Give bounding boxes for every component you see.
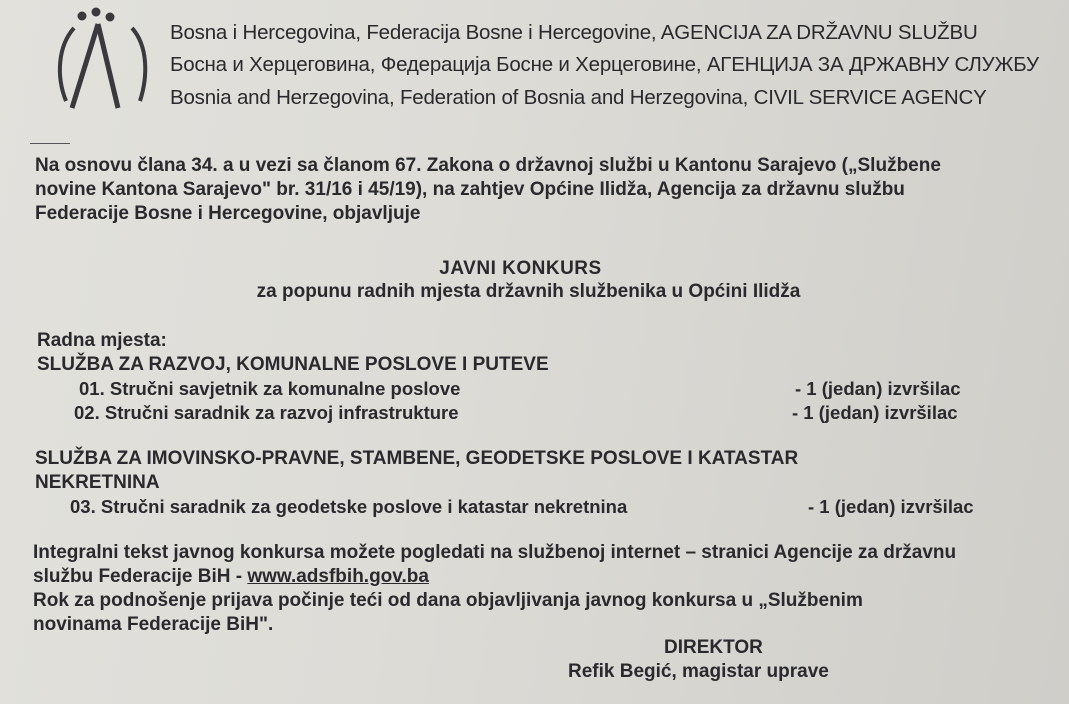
position-name: 02. Stručni saradnik za razvoj infrastrukture: [74, 402, 459, 423]
section-heading: SLUŽBA ZA IMOVINSKO-PRAVNE, STAMBENE, GEODETSKE POSLOVE I KATASTAR: [35, 448, 799, 469]
intro-line: novine Kantona Sarajevo" br. 31/16 i 45/19), na zahtjev Općine Ilidža, Agencija za državnu službu: [35, 179, 905, 200]
notice-title: JAVNI KONKURS: [439, 258, 602, 279]
footer-line: Integralni tekst javnog konkursa možete pogledati na službenoj internet – stranici Agencije za državnu: [33, 542, 957, 563]
intro-paragraph: [35, 154, 1025, 226]
footer-text: službu Federacije BiH -: [33, 566, 248, 587]
position-count: - 1 (jedan) izvršilac: [808, 496, 974, 517]
agency-name-latin: Bosna i Hercegovina, Federacija Bosne i Hercegovine, AGENCIJA ZA DRŽAVNU SLUŽBU: [170, 21, 978, 44]
footer-line: [33, 566, 429, 588]
notice-subtitle: za popunu radnih mjesta državnih službenika u Općini Ilidža: [256, 281, 801, 302]
divider: [30, 143, 70, 144]
signature-name: Refik Begić, magistar uprave: [568, 661, 829, 682]
intro-line: Na osnovu člana 34. a u vezi sa članom 67. Zakona o državnoj službi u Kantonu Sarajevo („Službene: [35, 155, 941, 176]
signature-title: DIREKTOR: [664, 637, 763, 658]
position-count: - 1 (jedan) izvršilac: [795, 378, 961, 399]
section-heading-cont: NEKRETNINA: [35, 472, 160, 493]
agency-website-link[interactable]: www.adsfbih.gov.ba: [247, 566, 429, 587]
agency-logo-icon: [52, 6, 152, 116]
position-count: - 1 (jedan) izvršilac: [792, 402, 958, 423]
position-name: 03. Stručni saradnik za geodetske poslove i katastar nekretnina: [70, 496, 628, 517]
footer-line: Rok za podnošenje prijava počinje teći od dana objavljivanja javnog konkursa u „Službenim: [33, 590, 863, 611]
agency-name-cyrillic: Босна и Херцеговина, Федерација Босне и Херцеговине, АГЕНЦИЈА ЗА ДРЖАВНУ СЛУЖБУ: [170, 53, 1039, 76]
section-heading: SLUŽBA ZA RAZVOJ, KOMUNALNE POSLOVE I PUTEVE: [37, 354, 549, 375]
position-name: 01. Stručni savjetnik za komunalne poslove: [79, 378, 461, 399]
footer-line: novinama Federacije BiH".: [33, 614, 274, 635]
agency-name-english: Bosnia and Herzegovina, Federation of Bosnia and Herzegovina, CIVIL SERVICE AGENCY: [170, 86, 987, 109]
intro-line: Federacije Bosne i Hercegovine, objavljuje: [35, 203, 421, 224]
positions-label: Radna mjesta:: [37, 330, 167, 351]
